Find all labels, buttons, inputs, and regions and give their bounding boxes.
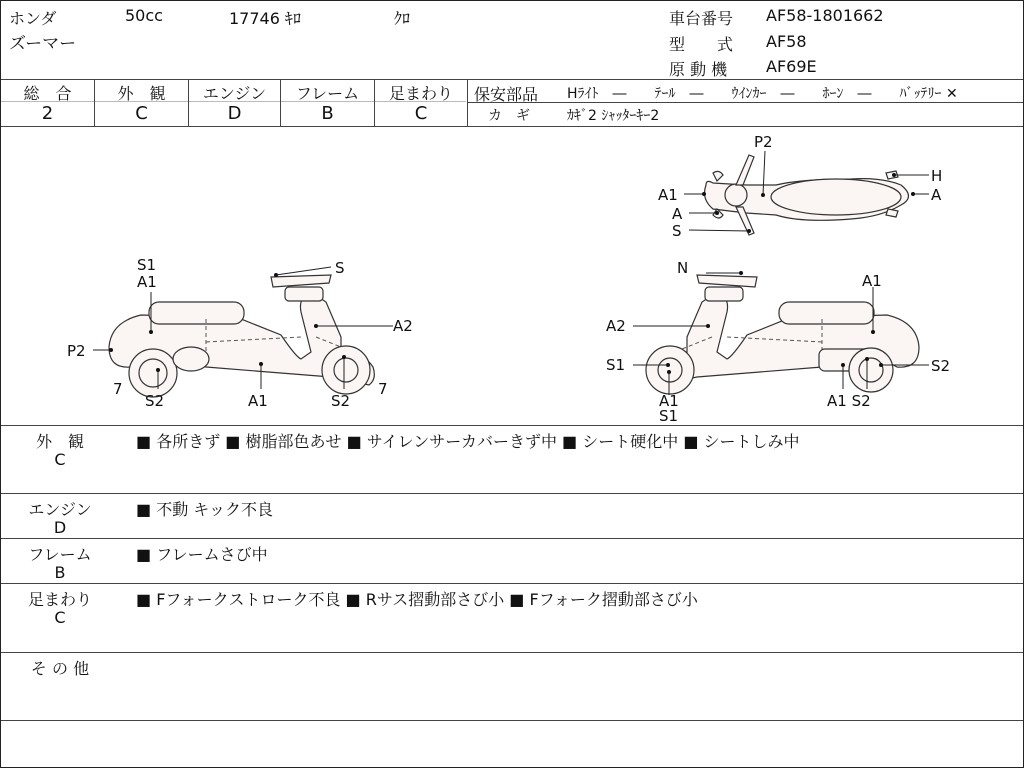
type-label: 型 式 xyxy=(669,35,734,54)
divider xyxy=(1,425,1023,426)
parts-row1: Hﾗｲﾄ ― ﾃｰﾙ ― ｳｲﾝｶｰ ― ﾎｰﾝ ― ﾊﾞｯﾃﾘｰ ✕ xyxy=(567,86,958,102)
divider xyxy=(1,538,1023,539)
section-grade-suspension: C xyxy=(54,608,66,627)
grade-value-overall: 2 xyxy=(41,103,54,124)
section-title-other: そ の 他 xyxy=(30,659,90,678)
label-top-s: S xyxy=(672,222,682,240)
label-top-h: H xyxy=(931,167,943,185)
label-top-a1: A1 xyxy=(658,186,678,204)
label-right-s2: S2 xyxy=(931,357,951,375)
section-grade-frame: B xyxy=(54,563,66,582)
label-right-n: N xyxy=(677,259,689,277)
damage-diagram xyxy=(1,127,1023,425)
section-notes-frame: ■ フレームさび中 xyxy=(136,545,268,564)
color: ｸﾛ xyxy=(394,9,411,28)
model-name: ズーマー xyxy=(9,34,77,54)
grade-value-exterior: C xyxy=(135,103,148,124)
grade-label-frame: フレーム xyxy=(295,84,360,103)
label-left-s2-right: S2 xyxy=(331,392,351,410)
frame-no: AF58-1801662 xyxy=(766,6,884,25)
grade-label-overall: 総 合 xyxy=(23,84,72,103)
section-notes-exterior: ■ 各所きず ■ 樹脂部色あせ ■ サイレンサーカバーきず中 ■ シート硬化中 ■ シートしみ中 xyxy=(136,432,800,451)
label-right-a1-bottom: A1 xyxy=(659,392,679,410)
label-right-a1-top: A1 xyxy=(862,272,882,290)
label-left-s1: S1 xyxy=(137,256,157,274)
label-left-a1-top: A1 xyxy=(137,273,157,291)
divider xyxy=(1,720,1023,721)
scooter-right-view xyxy=(633,271,929,395)
label-left-s: S xyxy=(335,259,345,277)
label-top-a-left: A xyxy=(672,205,683,223)
label-left-a1-bottom: A1 xyxy=(248,392,268,410)
type-value: AF58 xyxy=(766,32,807,51)
grade-value-suspension: C xyxy=(414,103,428,124)
grade-value-engine: D xyxy=(227,103,242,124)
grade-label-suspension: 足まわり xyxy=(388,84,453,103)
displacement: 50cc xyxy=(125,6,163,25)
section-grade-engine: D xyxy=(53,518,67,537)
divider xyxy=(1,652,1023,653)
divider xyxy=(1,79,1023,80)
divider xyxy=(1,583,1023,584)
label-right-a2: A2 xyxy=(606,317,626,335)
keys-label: カ ギ xyxy=(488,108,530,124)
label-right-a1s2: A1 S2 xyxy=(827,392,871,410)
grade-label-exterior: 外 観 xyxy=(117,84,166,103)
scooter-top-view xyxy=(684,151,929,235)
label-right-s1-bottom: S1 xyxy=(659,407,679,425)
section-notes-engine: ■ 不動 キック不良 xyxy=(136,500,273,519)
section-notes-suspension: ■ Fフォークストローク不良 ■ Rサス摺動部さび小 ■ Fフォーク摺動部さび小 xyxy=(136,590,698,609)
section-title-suspension: 足まわり xyxy=(27,590,92,609)
mileage: 17746 ｷﾛ xyxy=(229,9,301,28)
label-left-s2: S2 xyxy=(145,392,165,410)
label-top-a-right: A xyxy=(931,186,942,204)
grade-label-engine: エンジン xyxy=(202,84,267,103)
label-top-p2: P2 xyxy=(754,133,773,151)
engine-value: AF69E xyxy=(766,57,817,76)
label-left-seven: 7 xyxy=(113,380,123,398)
parts-label: 保安部品 xyxy=(474,85,539,104)
label-right-s1: S1 xyxy=(606,356,626,374)
divider xyxy=(467,79,468,126)
section-title-exterior: 外 観 xyxy=(35,432,84,451)
grade-value-frame: B xyxy=(321,103,334,124)
label-left-a2: A2 xyxy=(393,317,413,335)
section-grade-exterior: C xyxy=(54,450,66,469)
divider xyxy=(1,493,1023,494)
keys-value: ｶｷﾞ2 ｼｬｯﾀｰｷｰ2 xyxy=(567,108,660,124)
section-title-engine: エンジン xyxy=(28,500,92,519)
section-title-frame: フレーム xyxy=(28,545,92,564)
frame-no-label: 車台番号 xyxy=(669,9,734,28)
engine-label: 原 動 機 xyxy=(669,60,728,79)
maker: ホンダ xyxy=(9,9,57,28)
label-left-seven-right: 7 xyxy=(378,380,388,398)
label-left-p2: P2 xyxy=(67,342,86,360)
